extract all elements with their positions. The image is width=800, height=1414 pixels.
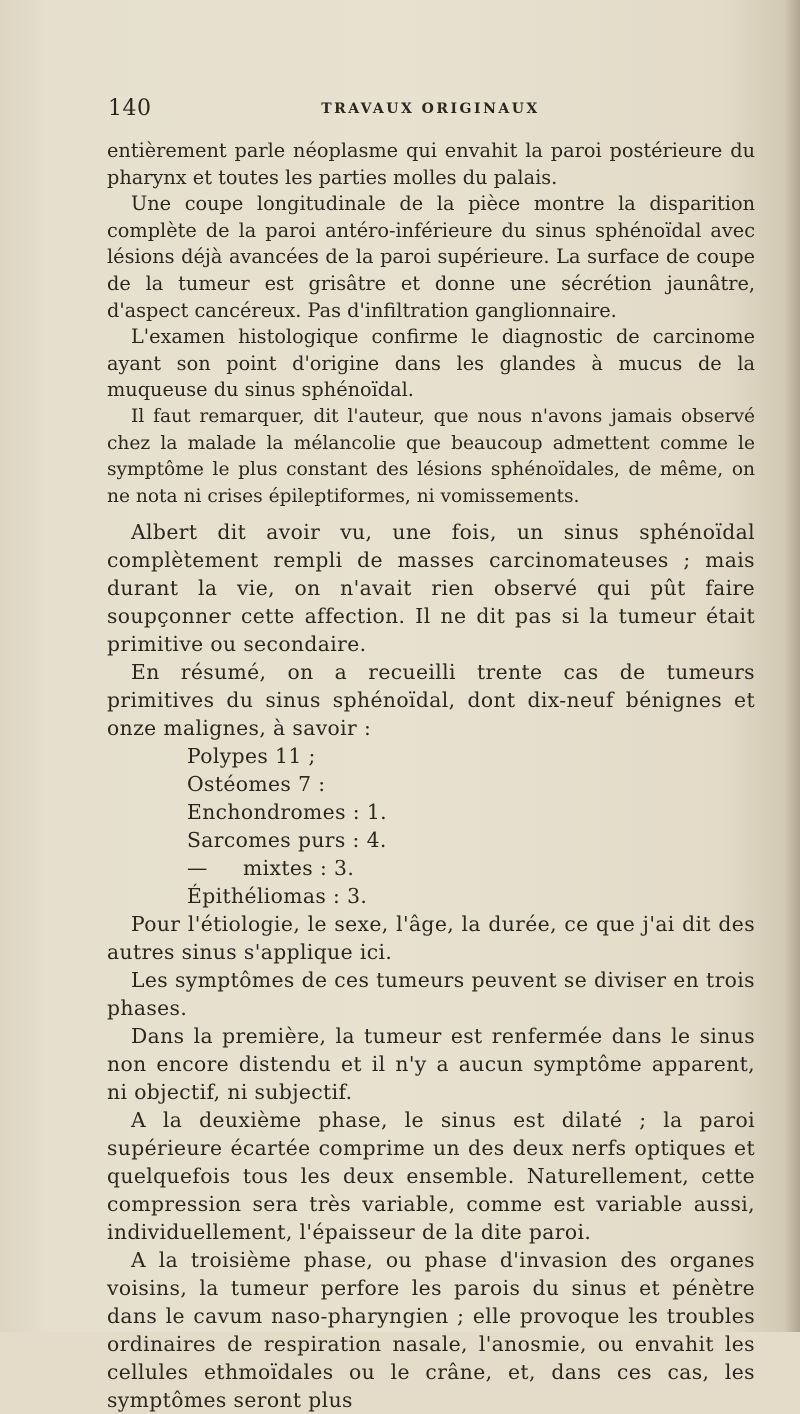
- body-text: [107, 138, 755, 1414]
- paragraph: Les symptômes de ces tumeurs peuvent se diviser en trois phases.: [107, 968, 755, 1021]
- page-edge-shadow: [784, 0, 800, 1332]
- paragraph: Albert dit avoir vu, une fois, un sinus sphénoïdal complètement rempli de masses carcinomateuses ; mais durant la vie, on n'avait rien observé qui pût faire soupçonner cette affection. Il ne dit pas si la tumeur était primitive ou secondaire.: [107, 520, 755, 657]
- running-title: TRAVAUX ORIGINAUX: [321, 101, 540, 117]
- paragraph: L'examen histologique confirme le diagnostic de carcinome ayant son point d'origine dans les glandes à mucus de la muqueuse du sinus sphénoïdal.: [107, 325, 755, 402]
- list-item: Enchondromes : 1.: [187, 800, 387, 825]
- paragraph: Il faut remarquer, dit l'auteur, que nous n'avons jamais observé chez la malade la mélancolie que beaucoup admettent comme le symptôme le plus constant des lésions sphénoïdales, de même, on ne nota ni crises épileptiformes, ni vomissements.: [107, 405, 755, 507]
- page-number: 140: [108, 96, 152, 121]
- paragraph: En résumé, on a recueilli trente cas de tumeurs primitives du sinus sphénoïdal, dont dix-neuf bénignes et onze malignes, à savoir :: [107, 660, 755, 741]
- paragraph: Pour l'étiologie, le sexe, l'âge, la durée, ce que j'ai dit des autres sinus s'applique ici.: [107, 912, 755, 965]
- body-continued: [107, 910, 755, 1414]
- tumor-list: [107, 742, 755, 910]
- list-item: Sarcomes purs : 4.: [187, 828, 387, 853]
- paragraph: entièrement parle néoplasme qui envahit la paroi postérieure du pharynx et toutes les parties molles du palais.: [107, 139, 755, 189]
- paragraph: Une coupe longitudinale de la pièce montre la disparition complète de la paroi antéro-inférieure du sinus sphénoïdal avec lésions déjà avancées de la paroi supérieure. La surface de coupe de la tumeur est grisâtre et donne une sécrétion jaunâtre, d'aspect cancéreux. Pas d'infiltration ganglionnaire.: [107, 192, 755, 322]
- ditto-dash: —: [187, 856, 208, 881]
- list-item: Épithéliomas : 3.: [187, 884, 368, 909]
- list-item-text: mixtes : 3.: [243, 856, 355, 881]
- paragraph: A la troisième phase, ou phase d'invasion des organes voisins, la tumeur perfore les parois du sinus et pénètre dans le cavum naso-pharyngien ; elle provoque les troubles ordinaires de respiration nasale, l'anosmie, ou envahit les cellules ethmoïdales ou le crâne, et, dans ces cas, les symptômes seront plus: [107, 1248, 755, 1413]
- paragraph: A la deuxième phase, le sinus est dilaté ; la paroi supérieure écartée comprime un des deux nerfs optiques et quelquefois tous les deux ensemble. Naturellement, cette compression sera très variable, comme est variable aussi, individuellement, l'épaisseur de la dite paroi.: [107, 1108, 755, 1245]
- list-item: Ostéomes 7 :: [187, 772, 326, 797]
- page-header: [108, 96, 753, 126]
- paragraph: Dans la première, la tumeur est renfermée dans le sinus non encore distendu et il n'y a aucun symptôme apparent, ni objectif, ni subjectif.: [107, 1024, 755, 1105]
- list-item: [107, 854, 755, 882]
- list-item: Polypes 11 ;: [187, 744, 316, 769]
